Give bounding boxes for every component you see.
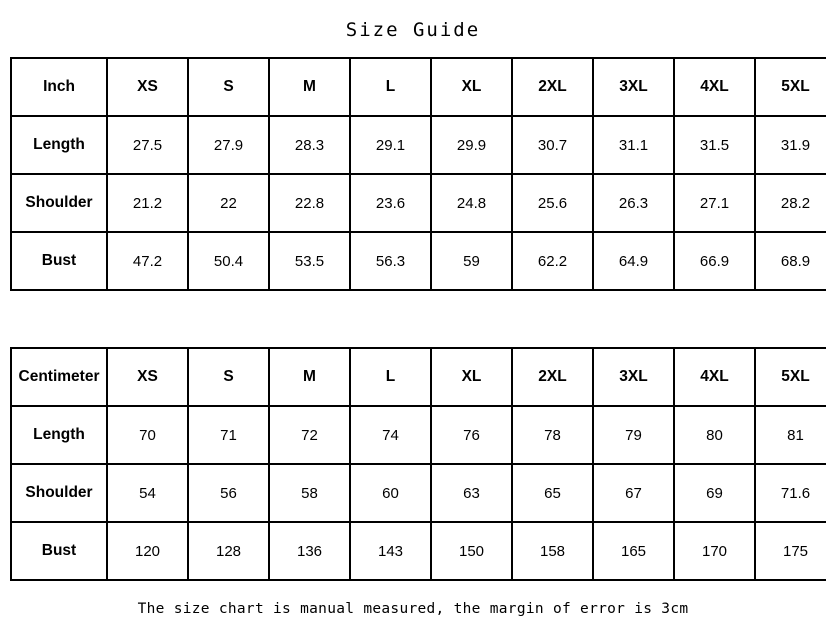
cell-length-3xl: 79: [593, 406, 674, 464]
column-header-m: M: [269, 348, 350, 406]
cell-bust-l: 143: [350, 522, 431, 580]
cell-length-xs: 27.5: [107, 116, 188, 174]
column-header-5xl: 5XL: [755, 348, 826, 406]
cell-length-l: 74: [350, 406, 431, 464]
cell-shoulder-3xl: 26.3: [593, 174, 674, 232]
cell-shoulder-xs: 54: [107, 464, 188, 522]
column-header-xl: XL: [431, 348, 512, 406]
cell-length-4xl: 31.5: [674, 116, 755, 174]
column-header-4xl: 4XL: [674, 58, 755, 116]
column-header-s: S: [188, 348, 269, 406]
table-row: [11, 522, 826, 580]
inch-table-container: [0, 57, 826, 291]
row-label-shoulder: Shoulder: [11, 174, 107, 232]
column-header-xs: XS: [107, 58, 188, 116]
cell-bust-s: 128: [188, 522, 269, 580]
row-label-length: Length: [11, 116, 107, 174]
table-row: [11, 406, 826, 464]
cell-bust-m: 53.5: [269, 232, 350, 290]
table-header-row: [11, 58, 826, 116]
cell-bust-xl: 150: [431, 522, 512, 580]
table-header-row: [11, 348, 826, 406]
column-header-xs: XS: [107, 348, 188, 406]
row-label-bust: Bust: [11, 522, 107, 580]
cell-length-m: 28.3: [269, 116, 350, 174]
cell-bust-2xl: 158: [512, 522, 593, 580]
column-header-4xl: 4XL: [674, 348, 755, 406]
centimeter-size-table: [10, 347, 826, 581]
cell-bust-xs: 47.2: [107, 232, 188, 290]
cell-shoulder-2xl: 65: [512, 464, 593, 522]
inch-size-table: [10, 57, 826, 291]
cell-length-2xl: 30.7: [512, 116, 593, 174]
cell-length-s: 27.9: [188, 116, 269, 174]
cell-length-l: 29.1: [350, 116, 431, 174]
measurement-disclaimer: The size chart is manual measured, the margin of error is 3cm: [137, 601, 689, 617]
cell-length-4xl: 80: [674, 406, 755, 464]
cell-shoulder-l: 23.6: [350, 174, 431, 232]
cell-shoulder-l: 60: [350, 464, 431, 522]
column-header-2xl: 2XL: [512, 58, 593, 116]
cell-shoulder-m: 22.8: [269, 174, 350, 232]
row-label-bust: Bust: [11, 232, 107, 290]
cell-length-5xl: 31.9: [755, 116, 826, 174]
cell-length-s: 71: [188, 406, 269, 464]
cell-shoulder-s: 56: [188, 464, 269, 522]
table-row: [11, 232, 826, 290]
column-header-s: S: [188, 58, 269, 116]
cell-bust-s: 50.4: [188, 232, 269, 290]
cell-shoulder-4xl: 69: [674, 464, 755, 522]
cell-shoulder-5xl: 28.2: [755, 174, 826, 232]
cell-shoulder-xl: 63: [431, 464, 512, 522]
cell-length-5xl: 81: [755, 406, 826, 464]
cell-shoulder-5xl: 71.6: [755, 464, 826, 522]
cell-shoulder-3xl: 67: [593, 464, 674, 522]
cell-shoulder-xl: 24.8: [431, 174, 512, 232]
unit-header: Inch: [11, 58, 107, 116]
unit-header: Centimeter: [11, 348, 107, 406]
column-header-5xl: 5XL: [755, 58, 826, 116]
cell-bust-3xl: 64.9: [593, 232, 674, 290]
cell-bust-m: 136: [269, 522, 350, 580]
column-header-m: M: [269, 58, 350, 116]
row-label-length: Length: [11, 406, 107, 464]
cell-bust-2xl: 62.2: [512, 232, 593, 290]
cell-length-m: 72: [269, 406, 350, 464]
cell-shoulder-2xl: 25.6: [512, 174, 593, 232]
cell-shoulder-4xl: 27.1: [674, 174, 755, 232]
table-separator: [0, 291, 826, 347]
cell-shoulder-s: 22: [188, 174, 269, 232]
table-row: [11, 116, 826, 174]
table-row: [11, 174, 826, 232]
page-title: Size Guide: [345, 19, 481, 41]
cell-length-2xl: 78: [512, 406, 593, 464]
row-label-shoulder: Shoulder: [11, 464, 107, 522]
cell-bust-3xl: 165: [593, 522, 674, 580]
cell-bust-l: 56.3: [350, 232, 431, 290]
cell-length-3xl: 31.1: [593, 116, 674, 174]
table-row: [11, 464, 826, 522]
centimeter-table-container: [0, 347, 826, 581]
cell-bust-5xl: 68.9: [755, 232, 826, 290]
cell-shoulder-m: 58: [269, 464, 350, 522]
cell-bust-4xl: 170: [674, 522, 755, 580]
column-header-2xl: 2XL: [512, 348, 593, 406]
cell-bust-xl: 59: [431, 232, 512, 290]
cell-length-xs: 70: [107, 406, 188, 464]
cell-bust-xs: 120: [107, 522, 188, 580]
cell-bust-5xl: 175: [755, 522, 826, 580]
cell-bust-4xl: 66.9: [674, 232, 755, 290]
column-header-l: L: [350, 348, 431, 406]
cell-shoulder-xs: 21.2: [107, 174, 188, 232]
column-header-xl: XL: [431, 58, 512, 116]
cell-length-xl: 76: [431, 406, 512, 464]
cell-length-xl: 29.9: [431, 116, 512, 174]
column-header-l: L: [350, 58, 431, 116]
column-header-3xl: 3XL: [593, 348, 674, 406]
column-header-3xl: 3XL: [593, 58, 674, 116]
